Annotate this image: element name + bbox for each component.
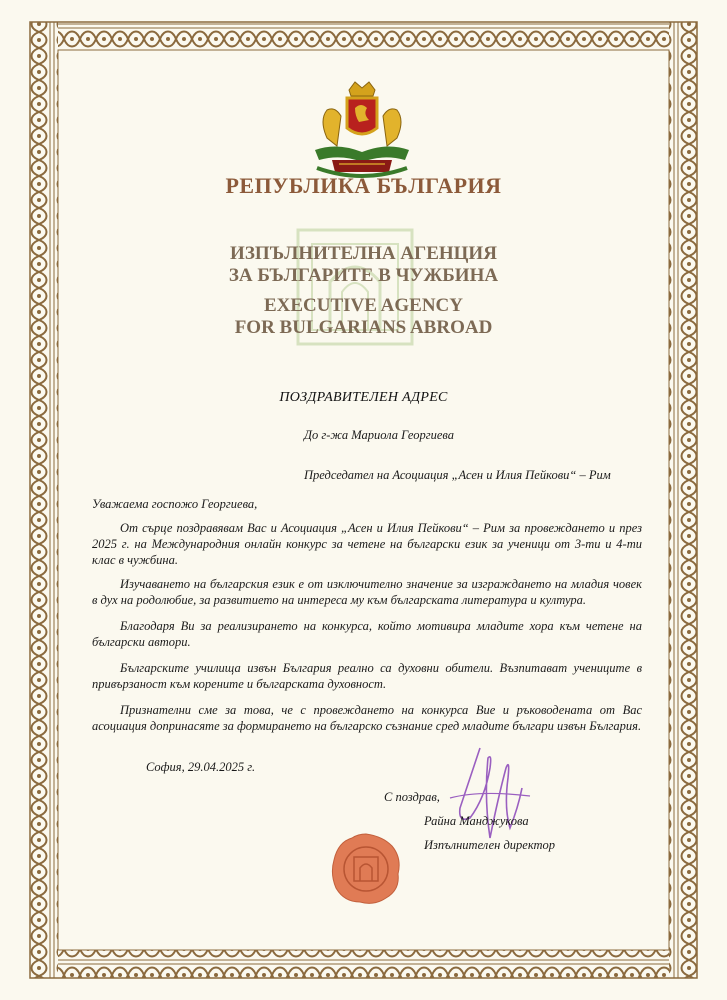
country-title: РЕПУБЛИКА БЪЛГАРИЯ	[225, 173, 502, 198]
certificate-content	[72, 70, 655, 930]
agency-name-en-line1: EXECUTIVE AGENCY	[263, 295, 463, 316]
body-paragraph: Изучаването на българския език е от изключително значение за изграждането на младия човек в дух на родолюбие, за развитието на интереса му към българската литература и култура.	[92, 577, 642, 607]
closing-text: С поздрав,	[384, 790, 440, 804]
agency-name-bg-line2: ЗА БЪЛГАРИТЕ В ЧУЖБИНА	[228, 265, 499, 286]
bulgarian-coat-of-arms-icon	[297, 80, 427, 180]
recipient-name: До г-жа Мариола Георгиева	[304, 428, 454, 442]
body-paragraph: Българските училища извън България реално са духовни обители. Възпитават учениците в привързаност към корените и българската духовност.	[92, 661, 642, 691]
document-heading: ПОЗДРАВИТЕЛЕН АДРЕС	[279, 390, 448, 405]
signer-title: Изпълнителен директор	[424, 838, 556, 852]
signer-name: Райна Манджукова	[424, 814, 529, 828]
agency-name-en-line2: FOR BULGARIANS ABROAD	[234, 317, 493, 338]
body-paragraph: Благодаря Ви за реализирането на конкурса, който мотивира младите хора към четене на български автори.	[92, 619, 642, 649]
agency-name-bg-line1: ИЗПЪЛНИТЕЛНА АГЕНЦИЯ	[230, 243, 497, 264]
wax-seal-icon	[330, 832, 402, 906]
salutation: Уважаема госпожо Георгиева,	[92, 497, 258, 511]
body-paragraph: Признателни сме за това, че с провеждането на конкурса Вие и ръководената от Вас асоциация допринасяте за формирането на българско съзнание сред младите българи извън България.	[92, 703, 642, 733]
place-date: София, 29.04.2025 г.	[146, 760, 256, 774]
recipient-position: Председател на Асоциация „Асен и Илия Пейкови“ – Рим	[304, 468, 611, 482]
body-paragraph: От сърце поздравявам Вас и Асоциация „Асен и Илия Пейкови“ – Рим за провеждането и през 2025 г. на Международния онлайн конкурс за четене на български език за ученици от 3-ти и 4-ти клас в чужбина.	[92, 521, 642, 567]
